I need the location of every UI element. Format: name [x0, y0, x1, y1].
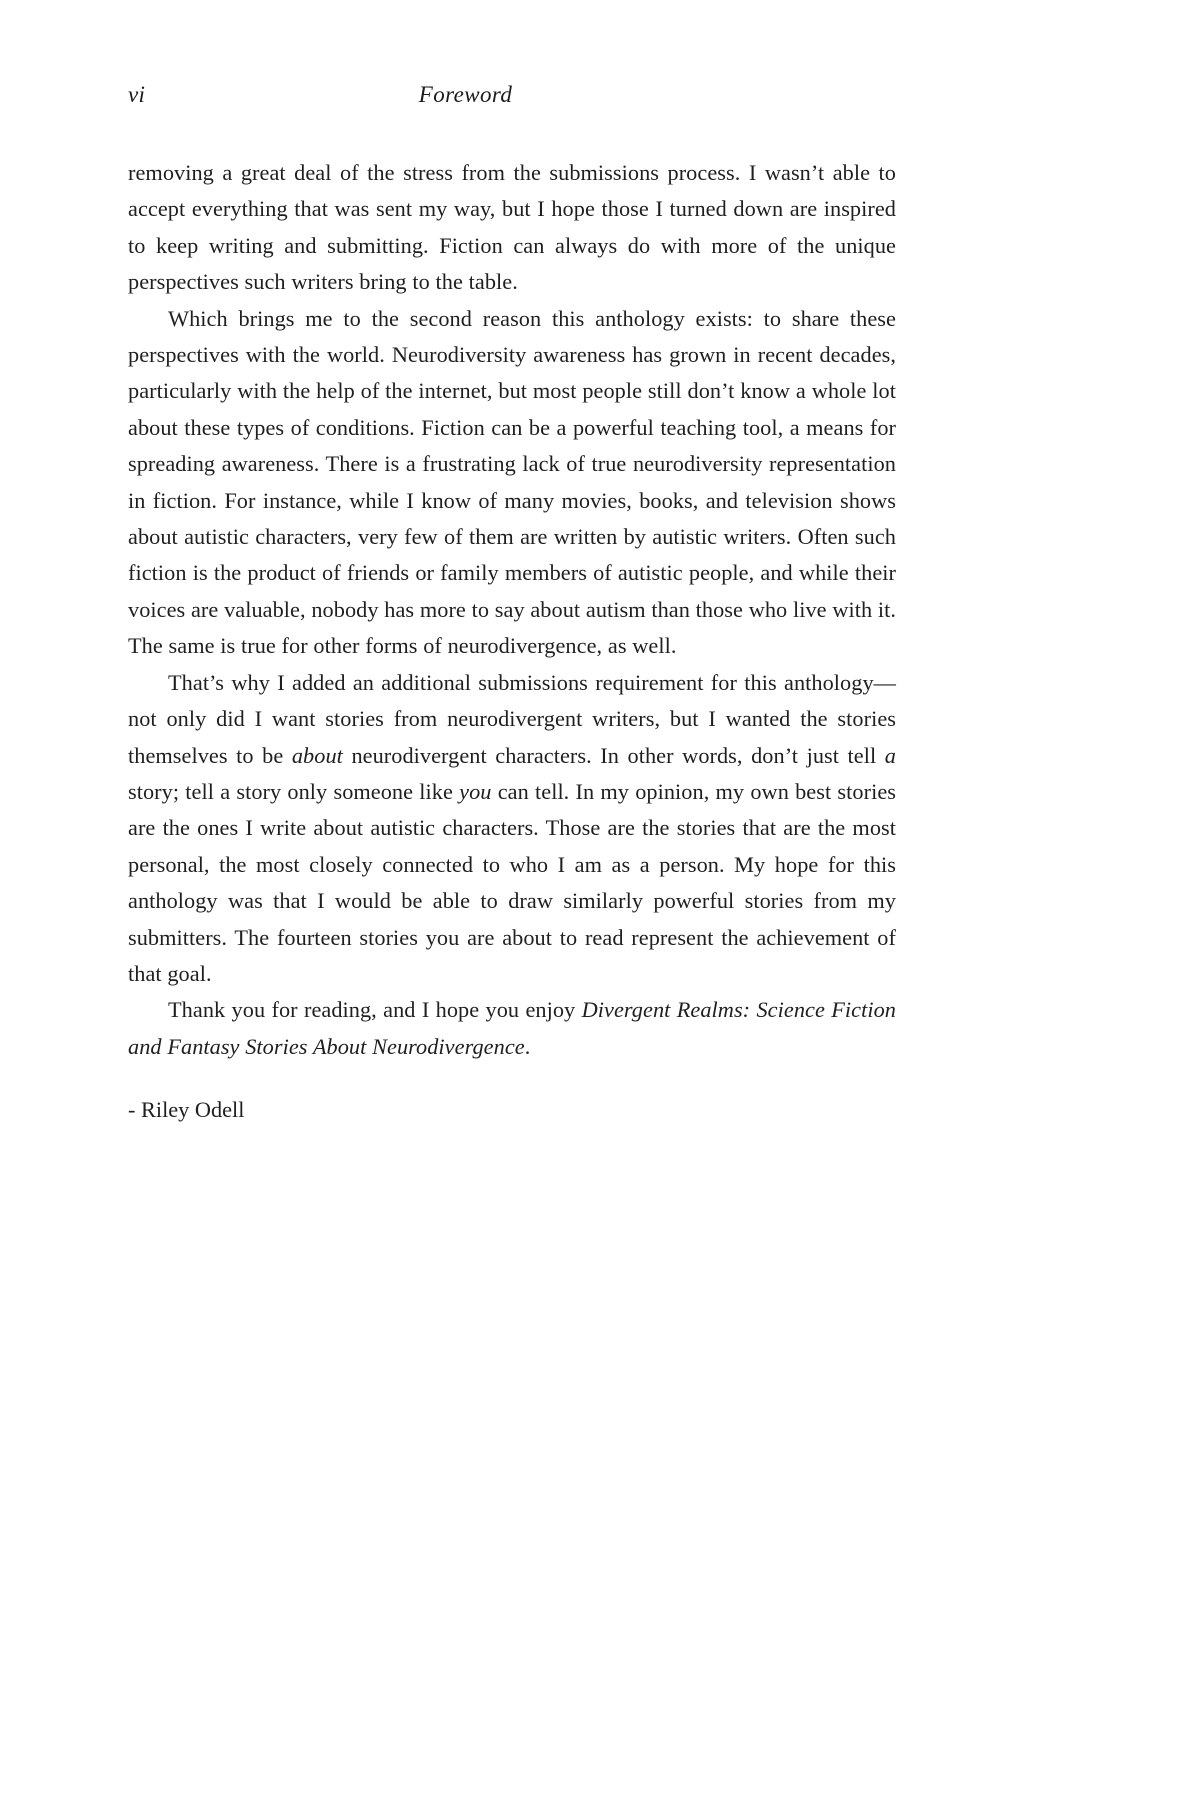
emphasis-text: Divergent Realms: Science Fiction and Fantasy Stories About Neurodivergence — [128, 997, 896, 1059]
running-head — [128, 82, 895, 112]
running-head-title: Foreword — [418, 82, 513, 107]
paragraph-1: removing a great deal of the stress from the submissions process. I wasn’t able to accept everything that was sent my way, but I hope those I turned down are inspired to keep writing and submitting. Fiction can always do with more of the unique perspectives such writers bring to the table. — [128, 160, 896, 295]
emphasis-text: you — [459, 778, 492, 804]
paragraph-4: Thank you for reading, and I hope you enjoy Divergent Realms: Science Fiction and Fantasy Stories About Neurodivergence. — [128, 997, 896, 1059]
author-signature: - Riley Odell — [128, 1097, 245, 1123]
paragraph-2: Which brings me to the second reason this anthology exists: to share these perspectives with the world. Neurodiversity awareness has grown in recent decades, particularly with the help of the internet, but most people still don’t know a whole lot about these types of conditions. Fiction can be a powerful teaching tool, a means for spreading awareness. There is a frustrating lack of true neurodiversity representation in fiction. For instance, while I know of many movies, books, and television shows about autistic characters, very few of them are written by autistic writers. Often such fiction is the product of friends or family members of autistic people, and while their voices are valuable, nobody has more to say about autism than those who live with it. The same is true for other forms of neurodivergence, as well. — [128, 305, 897, 659]
emphasis-text: about — [291, 742, 343, 768]
paragraph-3: That’s why I added an additional submissions requirement for this anthology—not only did I want stories from neurodivergent writers, but I wanted the stories themselves to be about neurodivergent characters. In other words, don’t just tell a story; tell a story only someone like you can tell. In my opinion, my own best stories are the ones I write about autistic characters. Those are the stories that are the most personal, the most closely connected to who I am as a person. My hope for this anthology was that I would be able to draw similarly powerful stories from my submitters. The fourteen stories you are about to read represent the achievement of that goal. — [128, 669, 896, 986]
emphasis-text: a — [884, 742, 896, 768]
body-text-block — [128, 155, 896, 1129]
page-folio: vi — [128, 82, 146, 107]
